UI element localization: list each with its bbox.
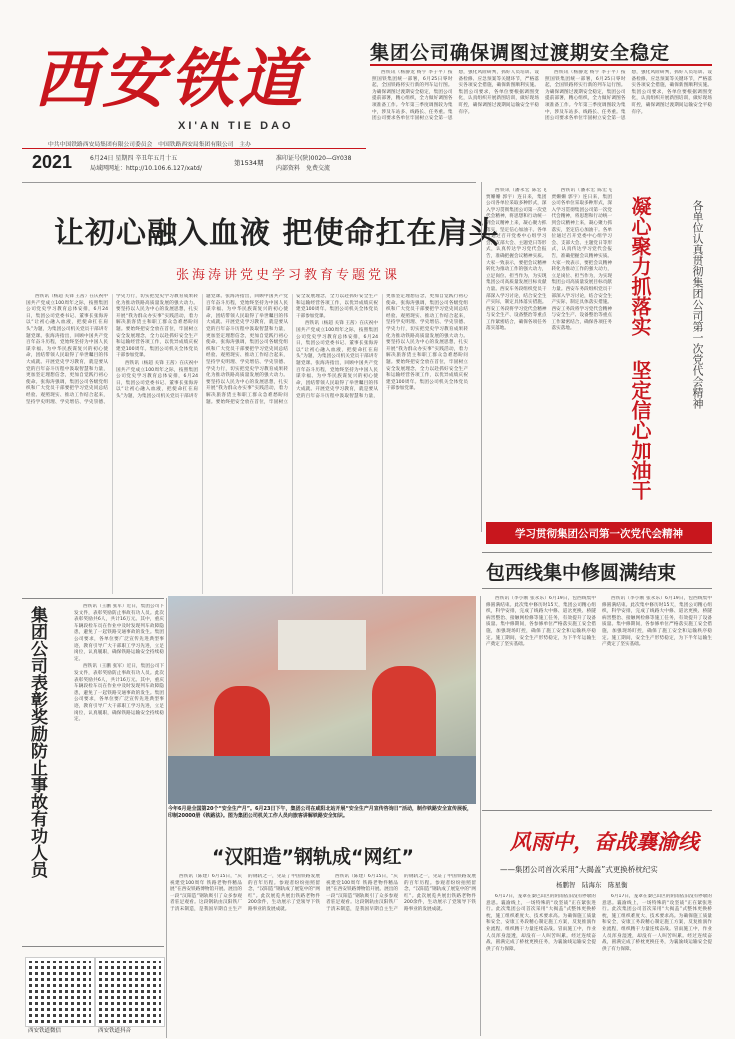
photo-caption: 今年6月是全国第20个“安全生产月”。6月23日下午，集团公司在咸阳北站开展“安全生产月宣传咨询日”活动，制作铁路安全宣传展板，印制20000册《铁路法》。图为集团公司机关工作人员向旅客讲解铁路安全知识。 xyxy=(168,806,473,819)
newspaper-logo: 西安铁道 xyxy=(34,42,306,117)
award-text-2: 西铁讯（王鹏 张军）近日，集团公司下发文件，表彰奖励防止事故有功人员。此次表彰奖励共6人，共计16万元。其中，重庆车辆段检车员在作业中及时发现列车故障隐患，避免了一起铁路交通事故的发生。集团公司要求，各单位要广泛宣传先进典型事迹，教育引导广大干部职工学习先进，立足岗位，认真履职，确保铁路运输安全持续稳定。 xyxy=(74,664,164,723)
feature-subline: ——集团公司首次采用“大揭盖”式更换桥枕纪实 xyxy=(500,865,658,874)
right-column-body xyxy=(486,188,612,518)
right-column-heading: 凝心聚力抓落实 坚定信心加油干 xyxy=(628,196,652,500)
issue-bar xyxy=(22,150,368,174)
website-line: 局域网网址：http://10.106.6.127/xatd/ xyxy=(90,165,202,172)
issue-number: 第1534期 xyxy=(234,159,264,167)
main-article-text-3: 西铁讯（杨超 关锋 王茜）在庆祝中国共产党成立100周年之际，按照集团公司党史学习教育总体安排，6月24日，集团公司党委书记、董事长张海涛以“让初心融入血液，把使命扛在肩头”为题，为集团公司机关党员干部讲专题党课。张海涛指出，回顾中国共产党百年奋斗历程，党始终坚持为中国人民谋幸福、为中华民族谋复兴的初心使命，团结带领人民取得了举世瞩目的伟大成就。开展党史学习教育，就是要从党的百年奋斗历程中汲取智慧和力量，更加坚定理想信念，更加自觉践行初心使命。张海涛强调，集团公司各级党组织和广大党员干部要把学习党史同总结经验、观照现实、推动工作结合起来，坚持学史明理、学史增信、学史崇德、学史力行，切实把党史学习教育成果转化为推动铁路高质量发展的强大动力。要坚持以人民为中心的发展思想，扎实开展“我为群众办实事”实践活动，着力解决旅客货主和职工群众急难愁盼问题。要始终把安全放在首位，牢固树立安全发展理念，全力以赴抓好安全生产和运输经营各项工作，以优异成绩庆祝建党100周年。集团公司机关全体党员干部参加党课。 xyxy=(296,294,468,399)
award-body xyxy=(74,604,164,940)
feature-text: 6月17日，笼罩在秦巴山区的阴雨依旧没有停歇的意思。襄渝线上，一场特殊的“攻坚战”正在紧张进行。此次集团公司首次采用“大揭盖”式整体更换桥枕，施工组织难度大、技术要求高。为确保施工质量和安全，安康工务段精心制定施工方案，反复推演作业流程，组织精干力量连续奋战。冒雨施工中，作业人员浑身湿透，却没有一人叫苦叫累。经过连续奋战，圆满完成了桥枕更换任务，为襄渝线运输安全提供了有力保障。 xyxy=(486,894,596,952)
license-note: 内部资料 免费交流 xyxy=(276,165,331,172)
main-article-text-2: 西铁讯（杨超 关锋 王茜）在庆祝中国共产党成立100周年之际，按照集团公司党史学习教育总体安排，6月24日，集团公司党委书记、董事长张海涛以“让初心融入血液，把使命扛在肩头”为题，为集团公司机关党员干部讲专题党课。张海涛指出，回顾中国共产党百年奋斗历程，党始终坚持为中国人民谋幸福、为中华民族谋复兴的初心使命，团结带领人民取得了举世瞩目的伟大成就。开展党史学习教育，就是要从党的百年奋斗历程中汲取智慧和力量，更加坚定理想信念，更加自觉践行初心使命。张海涛强调，集团公司各级党组织和广大党员干部要把学习党史同总结经验、观照现实、推动工作结合起来，坚持学史明理、学史增信、学史崇德、学史力行，切实把党史学习教育成果转化为推动铁路高质量发展的强大动力。要坚持以人民为中心的发展思想，扎实开展“我为群众办实事”实践活动，着力解决旅客货主和职工群众急难愁盼问题。要始终把安全放在首位，牢固树立安全发展理念，全力以赴抓好安全生产和运输经营各项工作，以优异成绩庆祝建党100周年。集团公司机关全体党员干部参加党课。 xyxy=(116,294,378,405)
newspaper-pinyin: XI'AN TIE DAO xyxy=(178,120,294,132)
feature-text-2: 6月17日，笼罩在秦巴山区的阴雨依旧没有停歇的意思。襄渝线上，一场特殊的“攻坚战”正在紧张进行。此次集团公司首次采用“大揭盖”式整体更换桥枕，施工组织难度大、技术要求高。为确保施工质量和安全，安康工务段精心制定施工方案，反复推演作业流程，组织精干力量连续奋战。冒雨施工中，作业人员浑身湿透，却没有一人叫苦叫累。经过连续奋战，圆满完成了桥枕更换任务，为襄渝线运输安全提供了有力保障。 xyxy=(602,894,712,952)
date-line: 6月24日 星期四 辛丑年五月十五 xyxy=(90,155,178,162)
top-story-body xyxy=(372,70,712,165)
top-story-headline: 集团公司确保调图过渡期安全稳定 xyxy=(370,42,671,64)
douyin-qr-code xyxy=(96,958,164,1026)
baoxian-text: 西铁讯（李小刚 张永乐）6月19日，包西线集中修圆满结束。此次集中修历时15天，集团公司精心组织，科学安排，完成了线路大中修、道岔更换、桥隧病害整治、接触网检修等施工任务，有效提升了设备质量。集中修期间，各参修单位严格落实施工安全措施，加强现场盯控，确保了施工安全和运输秩序稳定。施工期间，安全生产形势稳定，为下半年运输生产奠定了坚实基础。 xyxy=(486,596,596,648)
wechat-qr-label: 西安铁道微信 xyxy=(28,1028,62,1034)
top-story-text-cont: 西铁讯（杨静龙 杨宇 李子平）按照国铁集团统一部署，6月25日零时起，全国铁路将实行新的列车运行图。为确保调图过渡期安全稳定，集团公司提前部署，精心组织，全力做好调图各项准备工作。今年第三季度调图较为集中，涉及车站多、线路长、任务重。集团公司要求各单位牢固树立安全第一思想，强化风险研判，抓好人员培训、设备检修、应急预案等关键环节，严格落实各项安全措施，确保新图顺利实施。集团公司要求，各单位要根据调图变化，认真组织开展新图培训，做好现场盯控，确保调图过渡期间运输安全平稳有序。 xyxy=(545,70,712,122)
feature-byline: 杨鹏智 陆海东 陈星衡 xyxy=(556,881,628,889)
hanzao-headline: “汉阳造”钢轨成“网红” xyxy=(212,846,414,868)
award-headline: 集团公司表彰奖励防止事故有功人员 xyxy=(27,606,47,878)
right-column-side-caption: 各单位认真贯彻集团公司第一次党代会精神 xyxy=(691,200,704,409)
hanzao-text-2: 西铁讯（陈建）6月15日，“庆祝建党100周年 铁路老物件精品展”在西安铁路博物馆开展。展出的一段“汉阳造”钢轨吸引了众多参观者驻足观看。这段钢轨由汉阳铁厂于清末制造，是我国早期自主生产的钢轨之一，见证了中国铁路发展的百年历程。参观者纷纷拍照留念，“汉阳造”钢轨成了展览中的“网红”。此次展览共展出铁路老物件200余件，生动展示了党领导下铁路事业的发展成就。 xyxy=(326,874,476,912)
main-headline: 让初心融入血液 把使命扛在肩头 xyxy=(54,216,500,251)
study-banner-label: 学习贯彻集团公司第一次党代会精神 xyxy=(515,528,683,540)
photo-booth xyxy=(278,620,366,670)
award-text: 西铁讯（王鹏 张军）近日，集团公司下发文件，表彰奖励防止事故有功人员。此次表彰奖励共6人，共计16万元。其中，重庆车辆段检车员在作业中及时发现列车故障隐患，避免了一起铁路交通事故的发生。集团公司要求，各单位要广泛宣传先进典型事迹，教育引导广大干部职工学习先进，立足岗位，认真履职，确保铁路运输安全持续稳定。 xyxy=(74,604,164,662)
douyin-qr-label: 西安铁道抖音 xyxy=(98,1028,132,1034)
main-subtitle: 张海涛讲党史学习教育专题党课 xyxy=(176,268,401,283)
study-banner xyxy=(486,522,712,544)
masthead xyxy=(0,0,366,160)
main-article-text: 西铁讯（杨超 关锋 王茜）在庆祝中国共产党成立100周年之际，按照集团公司党史学习教育总体安排，6月24日，集团公司党委书记、董事长张海涛以“让初心融入血液，把使命扛在肩头”为题，为集团公司机关党员干部讲专题党课。张海涛指出，回顾中国共产党百年奋斗历程，党始终坚持为中国人民谋幸福、为中华民族谋复兴的初心使命，团结带领人民取得了举世瞩目的伟大成就。开展党史学习教育，就是要从党的百年奋斗历程中汲取智慧和力量，更加坚定理想信念，更加自觉践行初心使命。张海涛强调，集团公司各级党组织和广大党员干部要把学习党史同总结经验、观照现实、推动工作结合起来，坚持学史明理、学史增信、学史崇德、学史力行，切实把党史学习教育成果转化为推动铁路高质量发展的强大动力。要坚持以人民为中心的发展思想，扎实开展“我为群众办实事”实践活动，着力解决旅客货主和职工群众急难愁盼问题。要始终把安全放在首位，牢固树立安全发展理念，全力以赴抓好安全生产和运输经营各项工作，以优异成绩庆祝建党100周年。集团公司机关全体党员干部参加党课。 xyxy=(26,294,198,405)
feature-headline: 风雨中，奋战襄渝线 xyxy=(510,829,699,854)
photo-table xyxy=(168,756,476,804)
right-column-text-2: 西铁讯（潘永宏 陈宏飞 贾姗姗 郭宇）连日来，集团公司各单位采取多种形式，深入学习贯彻集团公司第一次党代会精神，将思想和行动统一到会议精神上来，凝心聚力抓落实，坚定信心加油干。各单位通过召开党委中心组学习会、支部大会、主题党日等形式，认真传达学习党代会报告，准确把握会议精神实质。大家一致表示，要把会议精神转化为推动工作的强大动力，立足岗位、担当作为，为实现集团公司高质量发展目标贡献力量。西安车务段组织党员干部深入学习讨论，结合安全生产实际，制定具体落实措施。西安工务段将学习党代会精神与安全生产、设备整治等重点工作紧密结合，确保各项任务落实落地。 xyxy=(551,188,612,332)
baoxian-headline: 包西线集中修圆满结束 xyxy=(486,562,677,584)
baoxian-body xyxy=(486,596,712,804)
top-story-text: 西铁讯（杨静龙 杨宇 李子平）按照国铁集团统一部署，6月25日零时起，全国铁路将实行新的列车运行图。为确保调图过渡期安全稳定，集团公司提前部署，精心组织，全力做好调图各项准备工作。今年第三季度调图较为集中，涉及车站多、线路长、任务重。集团公司要求各单位牢固树立安全第一思想，强化风险研判，抓好人员培训、设备检修、应急预案等关键环节，严格落实各项安全措施，确保新图顺利实施。集团公司要求，各单位要根据调图变化，认真组织开展新图培训，做好现场盯控，确保调图过渡期间运输安全平稳有序。 xyxy=(372,70,539,122)
sponsor-line: 中共中国铁路西安局集团有限公司委员会 中国铁路西安局集团有限公司 主办 xyxy=(48,142,251,148)
news-photo xyxy=(168,596,476,804)
license-number: 准印证号(陕)0020—GY038 xyxy=(276,155,352,162)
year: 2021 xyxy=(32,152,73,172)
baoxian-text-2: 西铁讯（李小刚 张永乐）6月19日，包西线集中修圆满结束。此次集中修历时15天，集团公司精心组织，科学安排，完成了线路大中修、道岔更换、桥隧病害整治、接触网检修等施工任务，有效提升了设备质量。集中修期间，各参修单位严格落实施工安全措施，加强现场盯控，确保了施工安全和运输秩序稳定。施工期间，安全生产形势稳定，为下半年运输生产奠定了坚实基础。 xyxy=(602,596,712,648)
feature-body xyxy=(486,894,712,1034)
hanzao-text: 西铁讯（陈建）6月15日，“庆祝建党100周年 铁路老物件精品展”在西安铁路博物馆开展。展出的一段“汉阳造”钢轨吸引了众多参观者驻足观看。这段钢轨由汉阳铁厂于清末制造，是我国早期自主生产的钢轨之一，见证了中国铁路发展的百年历程。参观者纷纷拍照留念，“汉阳造”钢轨成了展览中的“网红”。此次展览共展出铁路老物件200余件，生动展示了党领导下铁路事业的发展成就。 xyxy=(170,874,320,912)
main-article-body xyxy=(26,294,468,594)
hanzao-body xyxy=(170,874,476,1034)
right-column-text: 西铁讯（潘永宏 陈宏飞 贾姗姗 郭宇）连日来，集团公司各单位采取多种形式，深入学习贯彻集团公司第一次党代会精神，将思想和行动统一到会议精神上来，凝心聚力抓落实，坚定信心加油干。各单位通过召开党委中心组学习会、支部大会、主题党日等形式，认真传达学习党代会报告，准确把握会议精神实质。大家一致表示，要把会议精神转化为推动工作的强大动力，立足岗位、担当作为，为实现集团公司高质量发展目标贡献力量。西安车务段组织党员干部深入学习讨论，结合安全生产实际，制定具体落实措施。西安工务段将学习党代会精神与安全生产、设备整治等重点工作紧密结合，确保各项任务落实落地。 xyxy=(486,188,547,332)
wechat-qr-code xyxy=(26,958,94,1026)
